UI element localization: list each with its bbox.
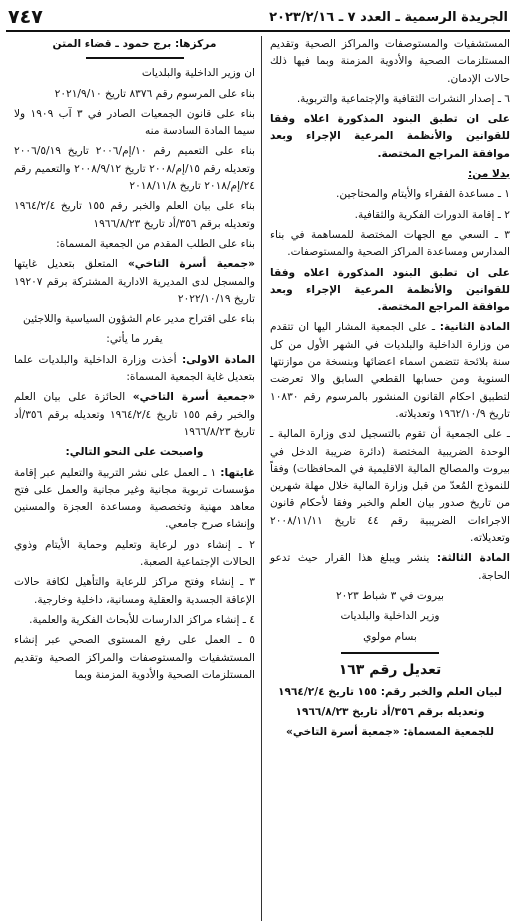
paragraph: ٦ ـ إصدار النشرات الثقافية والإجتماعية والتربوية. xyxy=(296,92,510,105)
article-text: ـ على الجمعية المشار اليها ان تتقدم من وزارة الداخلية والبلديات في الشهر الأول من كل سنة بلائحة تتضمن اسماء اعضائها وبنسخة من موازنتها السنوية ومن حسابها القطعي السابق والا تعرضت لتطبيق احكام القانون المنشور بالمرسوم رقم ١٠٨٣٠ تاريخ ١٩٦٢/١٠/٩ وتعديلاته. xyxy=(270,321,510,420)
paragraph: بناء على اقتراح مدير عام الشؤون السياسية واللاجئين xyxy=(23,313,255,326)
page-header xyxy=(6,4,510,32)
purpose-item: ٣ ـ إنشاء وفتح مراكز للرعاية والتأهيل لكافة حالات الإعاقة الجسدية والعقلية ومسانية، داخلية وخارجية. xyxy=(14,576,255,606)
condition-paragraph: على ان تطبق البنود المذكورة اعلاه وفقا للقوانين والأنظمة المرعية الإجراء وبعد موافقة المراجع المختصة. xyxy=(270,266,510,314)
headquarters-line: مركزها: برج حمود ـ قضاء المتن xyxy=(52,38,217,50)
article-one xyxy=(14,352,255,387)
purpose-label: غايتها: xyxy=(220,466,255,479)
decision-intro: يقرر ما يأتي: xyxy=(106,333,163,346)
association-name: «جمعية أسرة التاخي» xyxy=(127,258,256,271)
right-column xyxy=(262,36,510,921)
purpose-item: ٥ ـ العمل على رفع المستوى الصحي عبر إنشاء المستشفيات والمستوصفات والمراكز الصحية وتقديم المستلزمات الصحية والأدوية المزمنة وبما xyxy=(14,634,255,681)
section-divider xyxy=(86,57,184,59)
page-number: ٧٤٧ xyxy=(8,6,43,28)
paragraph-text: المتعلق بتعديل غايتها والمسجل لدى المديرية الادارية المشتركة برقم ١٩٢٠٧ تاريخ ٢٠٢٢/١٠/١٩ xyxy=(14,258,255,305)
article-text: ينشر ويبلغ هذا القرار حيث تدعو الحاجة. xyxy=(270,552,510,582)
condition-paragraph: على ان تطبق البنود المذكورة اعلاه وفقا للقوانين والأنظمة المرعية الإجراء وبعد موافقة المراجع المختصة. xyxy=(270,113,510,160)
amendment-line: لبيان العلم والخبر رقم: ١٥٥ تاريخ ١٩٦٤/٢/٤ xyxy=(278,685,502,698)
signature-title: وزير الداخلية والبلديات xyxy=(340,610,440,623)
paragraph: بناء على التعميم رقم ١٠/إم/٢٠٠٦ تاريخ ٢٠٠٦/٥/١٩ وتعديله رقم ١٥/إم/٢٠٠٨ تاريخ ٢٠٠٨/٩/١٢ والتعميم رقم ٢٤/إم/٢٠١٨ تاريخ ٢٠١٨/١١/٨ xyxy=(14,145,255,193)
paragraph xyxy=(14,389,255,441)
purpose-text: ١ ـ العمل على نشر التربية والتعليم عبر إقامة مؤسسات تربوية مجانية وغير مجانية والعمل على فتح معاهد مهنية وتخصصية ومساعدة العجزة والمسنين وإنشاء صرح جامعي. xyxy=(14,466,255,531)
amendment-line: وتعديله برقم ٣٥٦/أد تاريخ ١٩٦٦/٨/٢٣ xyxy=(295,706,485,719)
article-two xyxy=(270,319,510,423)
paragraph: ٣ ـ السعي مع الجهات المختصة للمساهمة في بناء المدارس ومساعدة المراكز الصحية والمستوصفات. xyxy=(270,228,510,259)
amendment-line: للجمعية المسماة: «جمعية أسرة التاخي» xyxy=(286,726,494,739)
paragraph: بناء على قانون الجمعيات الصادر في ٣ آب ١٩٠٩ ولا سيما المادة السادسة منه xyxy=(14,107,256,138)
article-text: أخذت وزارة الداخلية والبلديات علما بتعديل غاية الجمعية المسماة: xyxy=(14,353,255,384)
purpose-item xyxy=(14,465,255,534)
paragraph: بناء على المرسوم رقم ٨٣٧٦ تاريخ ٢٠٢١/٩/١٠ xyxy=(54,87,255,100)
two-column-body xyxy=(6,36,510,921)
section-divider xyxy=(341,652,439,654)
article-three xyxy=(270,550,510,585)
paragraph: بناء على الطلب المقدم من الجمعية المسماة: xyxy=(56,237,255,250)
paragraph: ١ ـ مساعدة الفقراء والأيتام والمحتاجين. xyxy=(336,188,510,201)
paragraph: المستشفيات والمستوصفات والمراكز الصحية وتقديم المستلزمات الصحية والأدوية المزمنة وبما فيها ذلك حالات الإدمان. xyxy=(270,38,510,85)
instead-of-heading: بدلا من: xyxy=(467,168,510,181)
signature-name: بسام مولوي xyxy=(363,630,417,643)
paragraph: ان وزير الداخلية والبلديات xyxy=(141,67,255,80)
running-header: الجريدة الرسمية ـ العدد ٧ ـ ٢٠٢٣/٢/١٦ xyxy=(269,9,508,25)
amendment-title: تعديل رقم ١٦٣ xyxy=(338,661,442,678)
article-label: المادة الاولى: xyxy=(181,353,255,366)
purpose-item: ٢ ـ إنشاء دور لرعاية وتعليم وحماية الأيتام وذوي الحالات الإجتماعية الصعبة. xyxy=(14,538,255,569)
article-label: المادة الثانية: xyxy=(439,321,510,334)
association-name: «جمعية أسرة التاخي» xyxy=(132,391,256,404)
paragraph: بناء على بيان العلم والخبر رقم ١٥٥ تاريخ ١٩٦٤/٢/٤ وتعديله برقم ٣٥٦/أد تاريخ ١٩٦٦/٨/٢٣ xyxy=(14,200,255,230)
signature-place-date: بيروت في ٣ شباط ٢٠٢٣ xyxy=(335,589,445,602)
paragraph: ٢ ـ إقامة الدورات الفكرية والثقافية. xyxy=(354,208,510,221)
left-column xyxy=(14,36,262,921)
paragraph xyxy=(14,256,255,308)
paragraph-text: الحائزة على بيان العلم والخبر رقم ١٥٥ تاريخ ١٩٦٤/٢/٤ وتعديله برقم ٣٥٦/أد تاريخ ١٩٦٦/٨/٢٣ xyxy=(14,391,255,438)
article-label: المادة الثالثة: xyxy=(436,552,510,565)
paragraph: ـ على الجمعية أن تقوم بالتسجيل لدى وزارة المالية ـ الوحدة الضريبية المختصة (دائرة ضريبة الدخل في بيروت والمصالح المالية الاقليمية في المحافظات) وفقاً للنموذج المُعدّ من قبل وزارة المالية خلال مهلة شهرين من تاريخ صدور بيان العلم والخبر وفقا لأحكام قانون الاجراءات الضريبية رقم ٤٤ تاريخ ٢٠٠٨/١١/١١ وتعديلاته. xyxy=(270,428,510,545)
new-purpose-heading: واصبحت على النحو التالي: xyxy=(65,446,204,459)
purpose-item: ٤ ـ إنشاء مراكز الدارسات للأبحاث الفكرية والعلمية. xyxy=(29,613,255,626)
